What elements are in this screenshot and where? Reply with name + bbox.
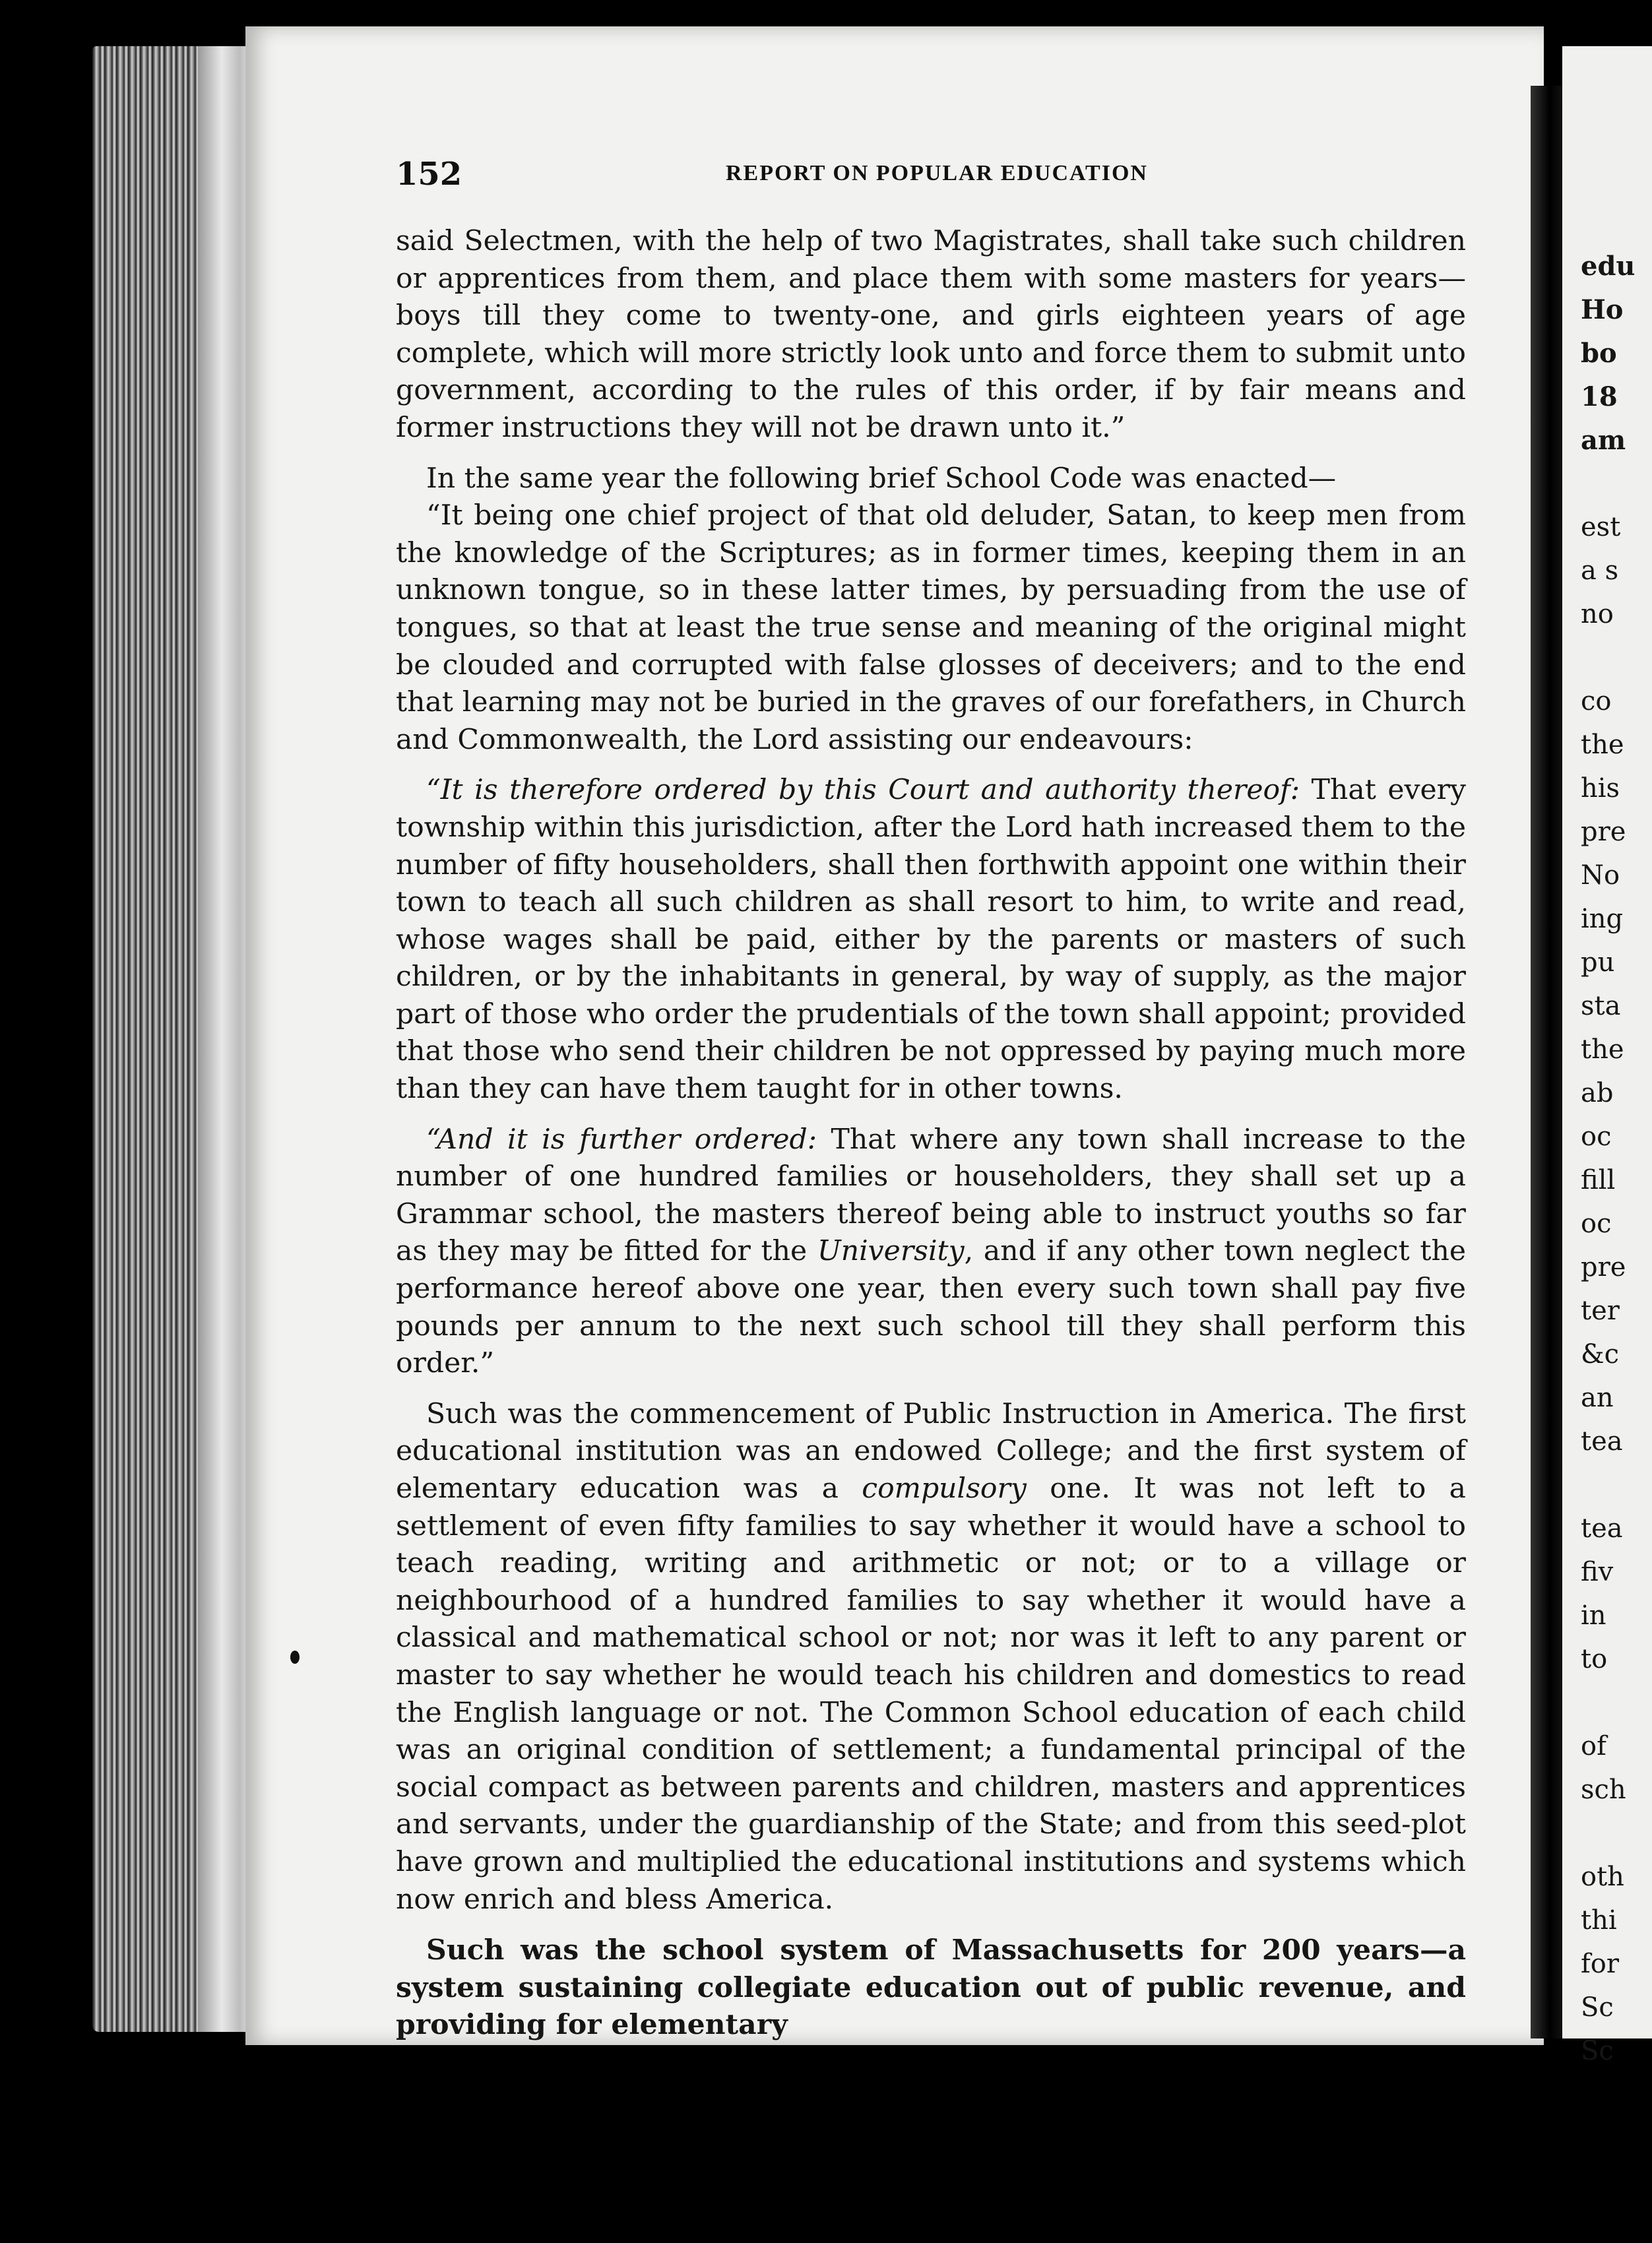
order-text: That every township within this jurisdiction, after the Lord hath increased them to the number of fifty householders, shall then forthwith appoint one within their town to teach all such children as shall resort to him, to write and read, whose wages shall be paid, either by the parents or masters of such children, or by the inhabitants in general, by way of supply, as the major part of those who order the prudentials of the town shall appoint; provided that those who send their children be not oppressed by paying much more than they can have them taught for in other towns.: [396, 774, 1466, 1106]
right-page: [1562, 46, 1652, 2066]
right-page-fragment: ab: [1581, 1078, 1614, 1108]
right-page-fragment: fill: [1581, 1165, 1616, 1195]
page-number: 152: [396, 156, 462, 193]
right-page-fragment: 18: [1581, 381, 1618, 412]
right-page-fragment: in: [1581, 1600, 1606, 1631]
order-text: , and if any other town neglect the performance hereof above one year, then every such town shall pay five pounds per annum to the next such school till they shall perform this order.”: [396, 1235, 1466, 1380]
right-page-fragment: am: [1581, 425, 1626, 456]
order-lead: “And it is further ordered:: [426, 1123, 817, 1156]
right-page-fragment: pu: [1581, 947, 1615, 978]
right-page-fragment: a s: [1581, 555, 1619, 586]
right-page-fragment: tea: [1581, 1426, 1623, 1457]
university-word: University: [817, 1235, 965, 1268]
right-page-fragment: sch: [1581, 1775, 1626, 1805]
right-page-fragment: co: [1581, 686, 1612, 716]
right-page-fragment: sta: [1581, 991, 1621, 1021]
right-page-fragment: ing: [1581, 904, 1624, 934]
paragraph-massachusetts: Such was the school system of Massachusetts for 200 years—a system sustaining collegiate education out of public revenue, and providing for elementary: [396, 1934, 1466, 2042]
paragraph-school-code-intro: In the same year the following brief School Code was enacted—: [426, 462, 1337, 495]
right-page-fragment: edu: [1581, 251, 1636, 282]
right-page-fragment: pre: [1581, 1252, 1626, 1282]
right-page-fragment: Sc: [1581, 2036, 1614, 2066]
book-gutter: [1531, 86, 1562, 2038]
right-page-fragment: oc: [1581, 1209, 1612, 1239]
running-title: REPORT ON POPULAR EDUCATION: [726, 161, 1148, 185]
commencement-text: one. It was not left to a settlement of even fifty families to say whether it would have a school to teach reading, writing and arithmetic or not; or to a village or neighbourhood of a hundred families to say whether it would have a classical and mathematical school or not; nor was it left to any parent or master to say whether he would teach his children and domestics to read the English language or not. The Common School education of each child was an original condition of settlement; a fundamental principal of the social compact as between parents and children, masters and apprentices and servants, under the guardianship of the State; and from this seed-plot have grown and multiplied the educational institutions and systems which now enrich and bless America.: [396, 1472, 1466, 1916]
right-page-fragment: Ho: [1581, 294, 1624, 325]
right-page-fragment: thi: [1581, 1905, 1617, 1936]
right-page-fragment: oth: [1581, 1862, 1624, 1892]
right-page-fragment: tea: [1581, 1513, 1623, 1544]
order-text: That where any town shall increase to the number of one hundred families or householders, they shall set up a Grammar school, the masters thereof being able to instruct youths so far as they may be fitted for the: [396, 1123, 1466, 1268]
right-page-fragment: his: [1581, 773, 1620, 804]
right-page-fragment: No: [1581, 860, 1620, 891]
paragraph-continuation: said Selectmen, with the help of two Magistrates, shall take such children or apprentices from them, and place them with some masters for years—boys till they come to twenty-one, and girls eighteen years of age complete, which will more strictly look unto and force them to submit unto government, according to the rules of this order, if by fair means and former instructions they will not be drawn unto it.”: [396, 225, 1466, 444]
right-page-fragment: &c: [1581, 1339, 1620, 1370]
right-page-fragment: to: [1581, 1644, 1608, 1674]
right-page-fragment: the: [1581, 1034, 1624, 1065]
right-page-fragment: fiv: [1581, 1557, 1614, 1587]
right-page-fragment: est: [1581, 512, 1621, 542]
paragraph-order-township: [396, 772, 1466, 1108]
order-lead: “It is therefore ordered by this Court and authority thereof:: [426, 774, 1300, 807]
paragraph-deluder-satan: “It being one chief project of that old deluder, Satan, to keep men from the knowledge of the Scriptures; as in former times, keeping them in an unknown tongue, so in these latter times, by persuading from the use of tongues, so that at least the true sense and meaning of the original might be clouded and corrupted with false glosses of deceivers; and to the end that learning may not be buried in the graves of our forefathers, in Church and Commonwealth, the Lord assisting our endeavours:: [396, 499, 1466, 756]
right-page-fragment: oc: [1581, 1122, 1612, 1152]
paragraph-order-grammar-school: [396, 1122, 1466, 1383]
right-page-fragment: of: [1581, 1731, 1606, 1761]
paragraph-commencement: [396, 1396, 1466, 1918]
commencement-text: Such was the commencement of Public Instruction in America. The first educational institution was an endowed College; and the first system of elementary education was a: [396, 1397, 1466, 1505]
right-page-fragment: an: [1581, 1383, 1614, 1413]
right-page-fragment: pre: [1581, 817, 1626, 847]
running-header: [396, 156, 1517, 202]
ink-dot: [290, 1651, 300, 1664]
right-page-fragment: the: [1581, 730, 1624, 760]
right-page-fragment: for: [1581, 1949, 1620, 1979]
right-page-fragment: Sc: [1581, 1992, 1614, 2023]
right-page-fragment: no: [1581, 599, 1614, 629]
right-page-fragment: bo: [1581, 338, 1617, 369]
right-page-fragment: ter: [1581, 1296, 1620, 1326]
page-body: [396, 223, 1466, 2044]
compulsory-word: compulsory: [862, 1472, 1027, 1505]
